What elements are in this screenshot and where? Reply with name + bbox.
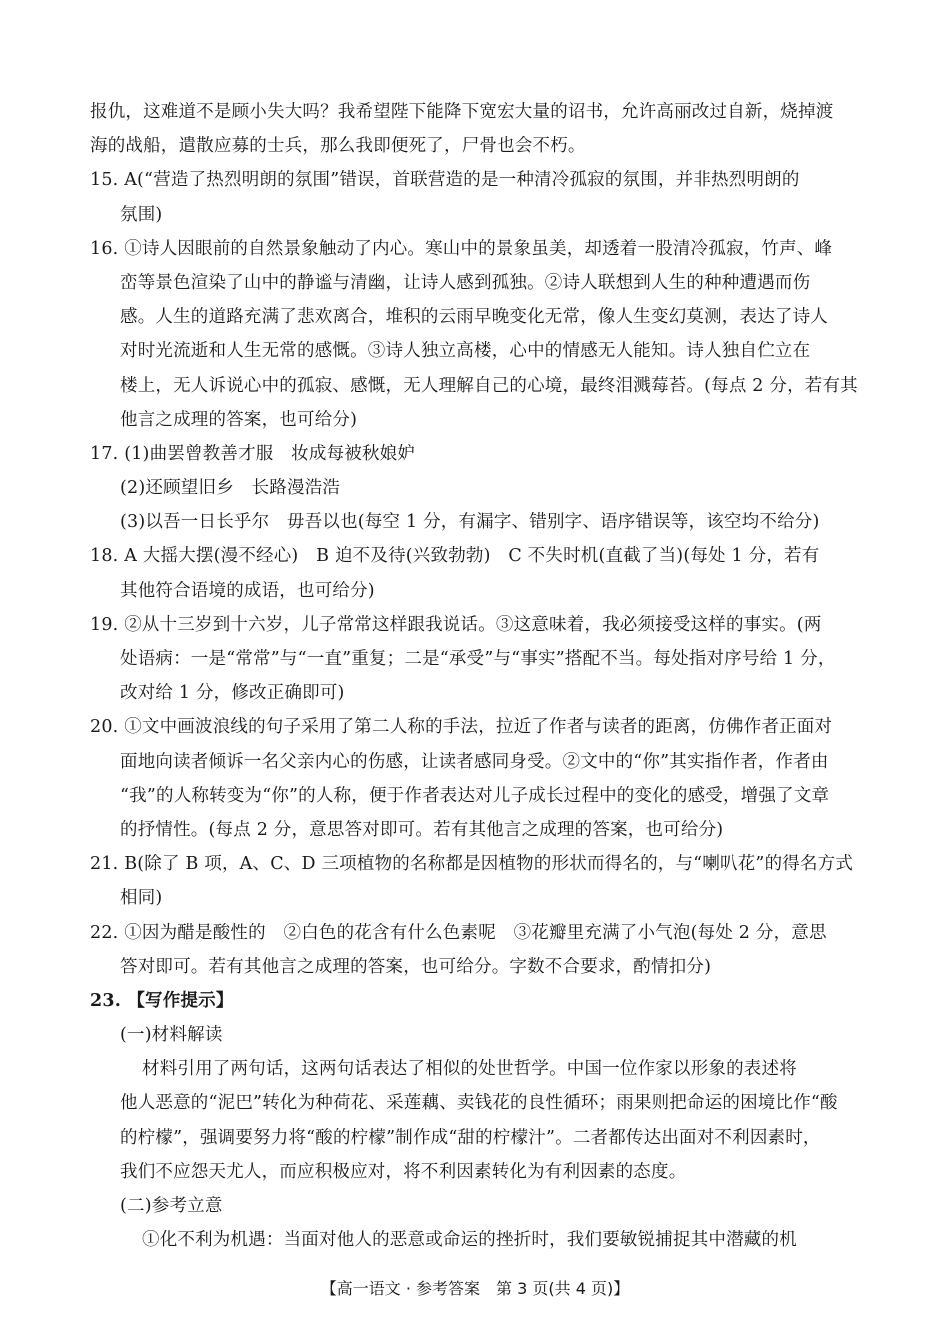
text-line: 峦等景色渲染了山中的静谧与清幽，让诗人感到孤独。②诗人联想到人生的种种遭遇而伤 (120, 272, 811, 293)
text-line: 对时光流逝和人生无常的感慨。③诗人独立高楼，心中的情感无人能知。诗人独自伫立在 (120, 341, 811, 362)
text-line: 16. ①诗人因眼前的自然景象触动了内心。寒山中的景象虽美，却透着一股清冷孤寂，竹声、峰 (90, 238, 833, 259)
text-line: 21. B(除了 B 项，A、C、D 三项植物的名称都是因植物的形状而得名的，与“喇叭花”的得名方式 (90, 854, 854, 875)
text-line: 改对给 1 分，修改正确即可) (120, 683, 345, 704)
text-line: 楼上，无人诉说心中的孤寂、感慨，无人理解自己的心境，最终泪溅莓苔。(每点 2 分，若有其 (120, 375, 858, 396)
text-line: 的抒情性。(每点 2 分，意思答对即可。若有其他言之成理的答案，也可给分) (120, 819, 724, 840)
text-line: 22. ①因为醋是酸性的 ②白色的花含有什么色素呢 ③花瓣里充满了小气泡(每处 2 分，意思 (90, 922, 827, 943)
text-line: 17. (1)曲罢曾教善才服 妆成每被秋娘妒 (90, 443, 416, 464)
text-line: 处语病：一是“常常”与“一直”重复；二是“承受”与“事实”搭配不当。每处指对序号给 1 分， (120, 649, 836, 669)
text-line: “我”的人称转变为“你”的人称，便于作者表达对儿子成长过程中的变化的感受，增强了文章 (120, 785, 830, 806)
text-line: (2)还顾望旧乡 长路漫浩浩 (120, 478, 341, 499)
text-line: 材料引用了两句话，这两句话表达了相似的处世哲学。中国一位作家以形象的表述将 (142, 1059, 797, 1080)
text-line: 他人恶意的“泥巴”转化为种荷花、采莲藕、卖钱花的良性循环；雨果则把命运的困境比作“酸 (120, 1093, 838, 1114)
answer-key-body (90, 95, 860, 1257)
text-line: 23. 【写作提示】 (90, 990, 234, 1011)
text-line: 其他符合语境的成语，也可给分) (120, 580, 375, 601)
text-line: (二)参考立意 (120, 1196, 223, 1216)
text-line: (一)材料解读 (120, 1025, 223, 1046)
text-line: 面地向读者倾诉一名父亲内心的伤感，让读者感同身受。②文中的“你”其实指作者，作者由 (120, 751, 829, 772)
text-line: 18. A 大摇大摆(漫不经心) B 迫不及待(兴致勃勃) C 不失时机(直截了当)(每处 1 分，若有 (90, 546, 820, 567)
text-line: (3)以吾一日长乎尔 毋吾以也(每空 1 分，有漏字、错别字、语序错误等，该空均不给分) (120, 512, 820, 533)
text-line: 19. ②从十三岁到十六岁，儿子常常这样跟我说话。③这意味着，我必须接受这样的事实。(两 (90, 614, 822, 635)
text-line: 报仇，这难道不是顾小失大吗？我希望陛下能降下宽宏大量的诏书，允许高丽改过自新，烧掉渡 (90, 102, 834, 122)
text-line: 相同) (120, 888, 163, 909)
page-footer: 【高一语文 · 参考答案 第 3 页(共 4 页)】 (320, 1279, 630, 1298)
text-line: 感。人生的道路充满了悲欢离合，堆积的云雨早晚变化无常，像人生变幻莫测，表达了诗人 (120, 307, 828, 328)
text-line: 答对即可。若有其他言之成理的答案，也可给分。字数不合要求，酌情扣分) (120, 956, 712, 977)
text-line: 20. ①文中画波浪线的句子采用了第二人称的手法，拉近了作者与读者的距离，仿佛作者正面对 (90, 717, 833, 738)
text-line: 氛围) (120, 204, 163, 225)
text-line: ①化不利为机遇：当面对他人的恶意或命运的挫折时，我们要敏锐捕捉其中潜藏的机 (142, 1230, 797, 1251)
text-line: 的柠檬”，强调要努力将“酸的柠檬”制作成“甜的柠檬汁”。二者都传达出面对不利因素时， (120, 1127, 821, 1148)
text-line: 海的战船，遣散应募的士兵，那么我即便死了，尸骨也会不朽。 (90, 136, 586, 157)
text-line: 我们不应怨天尤人，而应积极应对，将不利因素转化为有利因素的态度。 (120, 1161, 687, 1182)
text-line: 他言之成理的答案，也可给分) (120, 409, 358, 430)
text-line: 15. A(“营造了热烈明朗的氛围”错误，首联营造的是一种清冷孤寂的氛围，并非热烈明朗的 (90, 170, 800, 191)
